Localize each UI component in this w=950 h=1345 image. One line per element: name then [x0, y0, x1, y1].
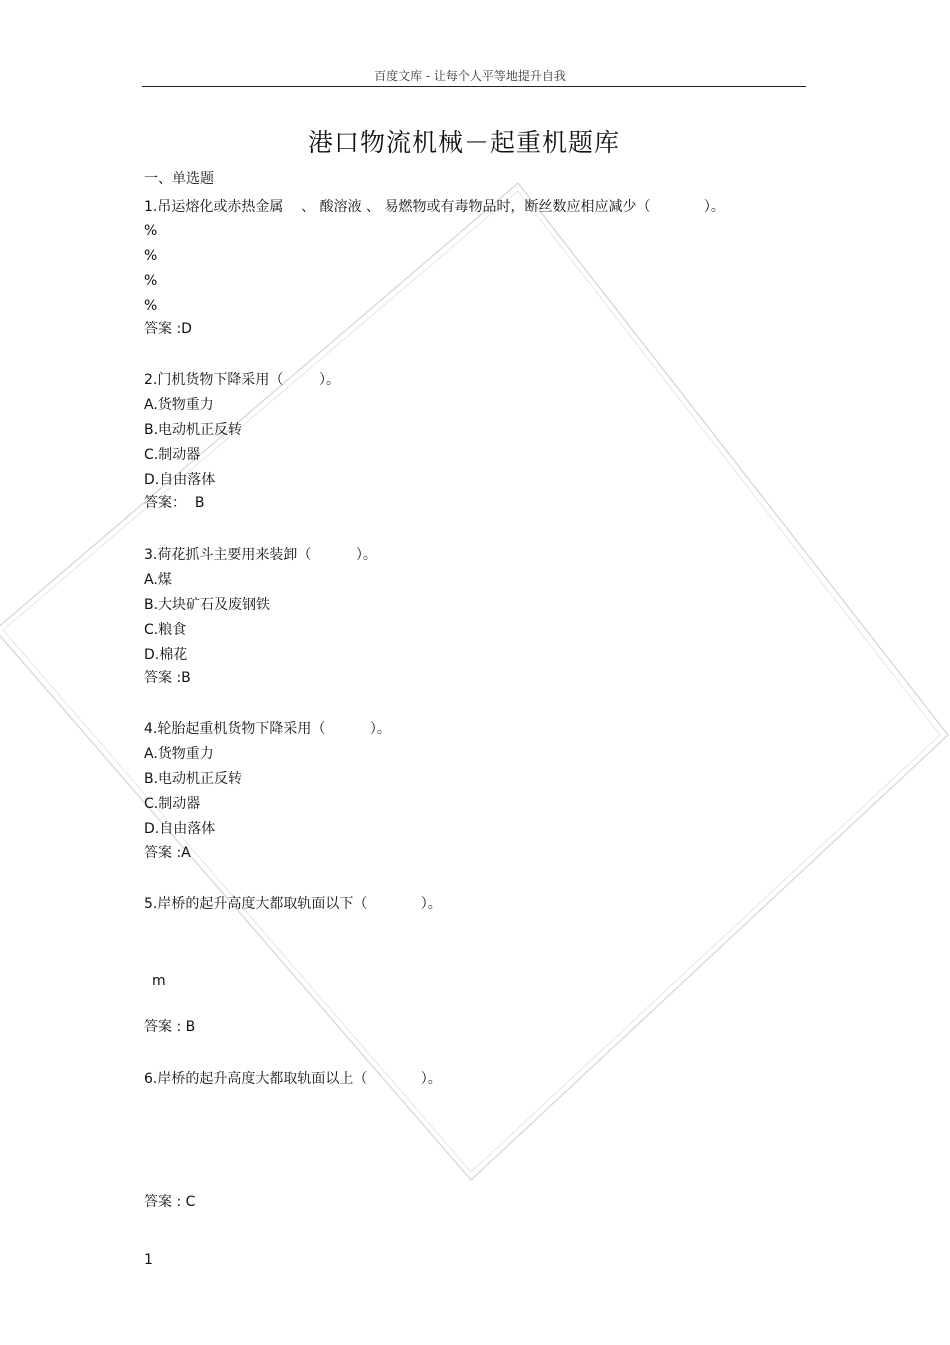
question-5-answer: 答案 : B [144, 1019, 196, 1035]
question-2-option: B.电动机正反转 [144, 422, 243, 438]
page-header: 百度文库 - 让每个人平等地提升自我 [374, 69, 566, 83]
question-4-option: B.电动机正反转 [144, 771, 243, 787]
question-3-option: D.棉花 [144, 647, 188, 663]
question-6-stem: 6.岸桥的起升高度大都取轨面以上（ ）。 [144, 1071, 442, 1087]
question-2-answer: 答案： B [144, 495, 205, 511]
question-3-option: A.煤 [144, 572, 172, 588]
section-heading: 一、单选题 [144, 171, 214, 187]
document-title: 港口物流机械－起重机题库 [307, 128, 620, 157]
question-5-stem: 5.岸桥的起升高度大都取轨面以下（ ）。 [144, 896, 442, 912]
question-2-option: D.自由落体 [144, 472, 216, 488]
page-number: 1 [144, 1252, 153, 1268]
question-4-option: A.货物重力 [144, 746, 214, 762]
question-4-answer: 答案 :A [144, 845, 191, 861]
question-3-stem: 3.荷花抓斗主要用来装卸（ ）。 [144, 547, 377, 563]
question-2-option: A.货物重力 [144, 397, 214, 413]
question-1-answer: 答案 :D [144, 321, 192, 337]
question-1-option: % [144, 248, 158, 264]
question-6-answer: 答案 : C [144, 1194, 196, 1210]
question-4-stem: 4.轮胎起重机货物下降采用（ ）。 [144, 721, 391, 737]
question-3-answer: 答案 :B [144, 670, 191, 686]
header-divider [142, 86, 806, 87]
question-1-option: % [144, 273, 158, 289]
question-1-option: % [144, 298, 158, 314]
question-1-stem: 1.吊运熔化或赤热金属 、 酸溶液 、 易燃物或有毒物品时，断丝数应相应减少（ ）。 [144, 199, 725, 215]
question-5-option: m [152, 973, 166, 989]
question-3-option: C.粮食 [144, 622, 187, 638]
question-4-option: D.自由落体 [144, 821, 216, 837]
question-2-stem: 2.门机货物下降采用（ ）。 [144, 372, 340, 388]
question-4-option: C.制动器 [144, 796, 201, 812]
question-3-option: B.大块矿石及废钢铁 [144, 597, 271, 613]
question-1-option: % [144, 223, 158, 239]
question-2-option: C.制动器 [144, 447, 201, 463]
